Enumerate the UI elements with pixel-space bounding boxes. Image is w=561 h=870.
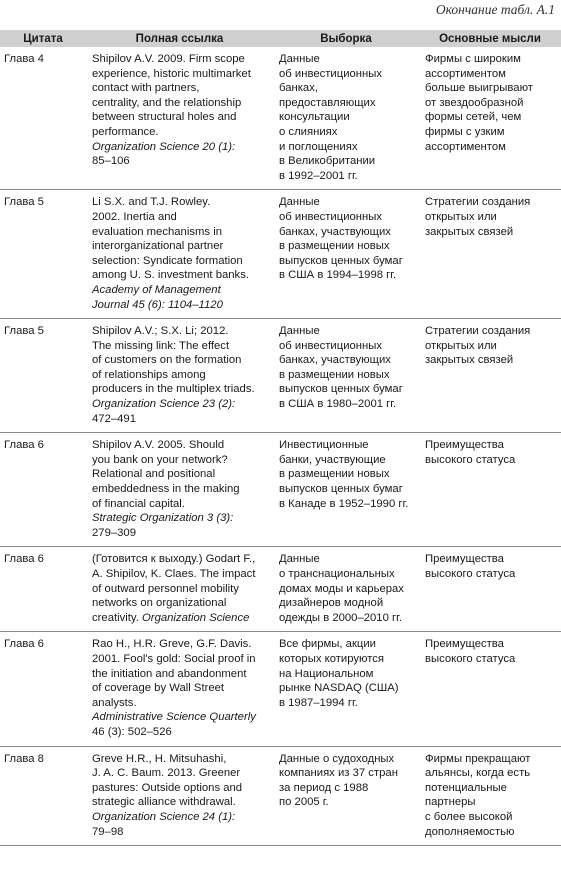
reference-line: performance. xyxy=(92,125,159,138)
sample-line: в размещении новых xyxy=(279,240,390,253)
idea-line: закрытых связей xyxy=(425,225,514,238)
idea-line: дополняемостью xyxy=(425,825,515,838)
reference-cell xyxy=(86,632,273,746)
reference-line: between structural holes and xyxy=(92,111,237,124)
journal-line: Organization Science 23 (2): xyxy=(92,398,236,411)
main-idea-cell xyxy=(419,746,561,846)
citation-cell xyxy=(0,47,86,190)
reference-line: of financial capital. xyxy=(92,497,185,510)
sample-line: банках, участвующих xyxy=(279,354,391,367)
reference-line: interorganizational partner xyxy=(92,240,224,253)
sample-line: о слияниях xyxy=(279,125,338,138)
reference-line: Shipilov A.V.; S.X. Li; 2012. xyxy=(92,325,229,338)
journal-line: Strategic Organization 3 (3): xyxy=(92,512,234,525)
reference-line xyxy=(92,611,269,626)
sample-line: одежды в 2000–2010 гг. xyxy=(279,611,403,624)
idea-line: партнеры xyxy=(425,796,476,809)
reference-line: analysts. xyxy=(92,696,137,709)
idea-line: формы сетей, чем xyxy=(425,111,522,124)
sample-line: Данные xyxy=(279,325,320,338)
reference-line: (Готовится к выходу.) Godart F., xyxy=(92,553,256,566)
sample-line: на Национальном xyxy=(279,667,374,680)
sample-line: Все фирмы, акции xyxy=(279,638,376,651)
idea-line: альянсы, когда есть xyxy=(425,767,531,780)
pages-line: 46 (3): 502–526 xyxy=(92,725,172,738)
reference-line: of customers on the formation xyxy=(92,354,242,367)
reference-line: you bank on your network? xyxy=(92,453,228,466)
idea-line: Стратегии создания xyxy=(425,325,531,338)
reference-line: among U. S. investment banks. xyxy=(92,269,249,282)
data-table xyxy=(0,30,561,846)
citation-cell xyxy=(0,319,86,433)
table-row xyxy=(0,746,561,846)
idea-line: Преимущества xyxy=(425,638,504,651)
sample-cell xyxy=(273,433,419,547)
main-idea-cell xyxy=(419,190,561,319)
main-idea-cell xyxy=(419,319,561,433)
sample-line: об инвестиционных xyxy=(279,67,383,80)
sample-line: которых котируются xyxy=(279,652,385,665)
sample-line: об инвестиционных xyxy=(279,339,383,352)
pages-line: 472–491 xyxy=(92,412,136,425)
reference-cell xyxy=(86,190,273,319)
idea-line: открытых или xyxy=(425,339,497,352)
reference-line: producers in the multiplex triads. xyxy=(92,383,255,396)
sample-line: Данные xyxy=(279,553,320,566)
citation-text: Глава 4 xyxy=(4,53,44,65)
sample-line: в США в 1994–1998 гг. xyxy=(279,269,397,282)
reference-line: experience, historic multimarket xyxy=(92,67,251,80)
reference-cell xyxy=(86,746,273,846)
citation-text: Глава 5 xyxy=(4,325,44,338)
idea-line: от звездообразной xyxy=(425,96,524,109)
idea-line: закрытых связей xyxy=(425,354,514,367)
sample-line: за период с 1988 xyxy=(279,781,369,794)
sample-line: Данные xyxy=(279,53,320,65)
sample-line: Данные о судоходных xyxy=(279,752,395,765)
reference-cell xyxy=(86,433,273,547)
sample-line: в размещении новых xyxy=(279,468,390,481)
sample-line: об инвестиционных xyxy=(279,210,383,223)
sample-line: банках, участвующих xyxy=(279,225,391,238)
table-row xyxy=(0,47,561,190)
idea-line: Фирмы прекращают xyxy=(425,752,531,765)
idea-line: высокого статуса xyxy=(425,568,516,580)
sample-cell xyxy=(273,190,419,319)
reference-line: Greve H.R., H. Mitsuhashi, xyxy=(92,752,227,765)
table-row xyxy=(0,319,561,433)
reference-tail: creativity. xyxy=(92,611,143,624)
sample-line: рынке NASDAQ (США) xyxy=(279,682,399,695)
reference-line: 2002. Inertia and xyxy=(92,210,177,223)
main-idea-cell xyxy=(419,632,561,746)
sample-line: домах моды и карьерах xyxy=(279,582,404,595)
table-header xyxy=(0,30,561,47)
table-row xyxy=(0,190,561,319)
citation-text: Глава 6 xyxy=(4,553,44,566)
reference-line: contact with partners, xyxy=(92,82,200,95)
citation-cell xyxy=(0,547,86,632)
reference-line: selection: Syndicate formation xyxy=(92,254,243,267)
reference-line: networks on organizational xyxy=(92,597,227,610)
main-idea-cell xyxy=(419,547,561,632)
reference-line: Shipilov A.V. 2005. Should xyxy=(92,439,225,452)
idea-line: Преимущества xyxy=(425,553,504,566)
table-caption: Окончание табл. А.1 xyxy=(435,2,555,17)
citation-text: Глава 5 xyxy=(4,196,44,209)
reference-cell xyxy=(86,547,273,632)
citation-cell xyxy=(0,433,86,547)
reference-line: of coverage by Wall Street xyxy=(92,682,225,695)
idea-line: Стратегии создания xyxy=(425,196,531,209)
sample-line: Данные xyxy=(279,196,320,209)
citation-cell xyxy=(0,632,86,746)
sample-line: банки, участвующие xyxy=(279,453,386,466)
reference-line: The missing link: The effect xyxy=(92,339,230,352)
idea-line: открытых или xyxy=(425,210,497,223)
table-body xyxy=(0,47,561,846)
journal-line: Administrative Science Quarterly xyxy=(92,711,256,724)
reference-line: of relationships among xyxy=(92,368,206,381)
sample-line: выпусков ценных бумаг xyxy=(279,254,403,267)
citation-cell xyxy=(0,190,86,319)
reference-cell xyxy=(86,47,273,190)
reference-line: Rao H., H.R. Greve, G.F. Davis. xyxy=(92,638,252,651)
sample-line: выпусков ценных бумаг xyxy=(279,383,403,396)
sample-line: Инвестиционные xyxy=(279,439,369,452)
sample-line: о транснациональных xyxy=(279,568,395,580)
pages-line: 85–106 xyxy=(92,155,130,168)
reference-line: Li S.X. and T.J. Rowley. xyxy=(92,196,211,209)
sample-line: в США в 1980–2001 гг. xyxy=(279,398,397,411)
reference-line: 2001. Fool's gold: Social proof in xyxy=(92,652,256,665)
idea-line: ассортиментом xyxy=(425,67,506,80)
header-sample: Выборка xyxy=(273,30,419,47)
pages-line: 79–98 xyxy=(92,825,124,838)
table-row xyxy=(0,632,561,746)
reference-line: Relational and positional xyxy=(92,468,216,481)
reference-line: of outward personnel mobility xyxy=(92,582,239,595)
sample-line: в Канаде в 1952–1990 гг. xyxy=(279,497,409,510)
journal-line: Journal 45 (6): 1104–1120 xyxy=(92,298,223,311)
sample-line: банках, xyxy=(279,82,318,95)
sample-line: в размещении новых xyxy=(279,368,390,381)
reference-line: A. Shipilov, K. Claes. The impact xyxy=(92,568,256,580)
idea-line: Фирмы с широким xyxy=(425,53,521,65)
idea-line: Преимущества xyxy=(425,439,504,452)
idea-line: высокого статуса xyxy=(425,652,516,665)
sample-cell xyxy=(273,746,419,846)
sample-line: компаниях из 37 стран xyxy=(279,767,398,780)
sample-line: по 2005 г. xyxy=(279,796,329,809)
idea-line: высокого статуса xyxy=(425,453,516,466)
header-full-reference: Полная ссылка xyxy=(86,30,273,47)
reference-line: pastures: Outside options and xyxy=(92,781,243,794)
sample-line: в Великобритании xyxy=(279,155,376,168)
reference-line: Shipilov A.V. 2009. Firm scope xyxy=(92,53,245,65)
sample-line: предоставляющих xyxy=(279,96,376,109)
reference-line: evaluation mechanisms in xyxy=(92,225,222,238)
sample-line: выпусков ценных бумаг xyxy=(279,483,403,496)
citation-text: Глава 6 xyxy=(4,439,44,452)
reference-cell xyxy=(86,319,273,433)
sample-cell xyxy=(273,547,419,632)
reference-line: centrality, and the relationship xyxy=(92,96,242,109)
citation-cell xyxy=(0,746,86,846)
idea-line: фирмы с узким xyxy=(425,125,505,138)
reference-line: the initiation and abandonment xyxy=(92,667,247,680)
journal-line: Organization Science 24 (1): xyxy=(92,810,236,823)
sample-cell xyxy=(273,632,419,746)
sample-line: консультации xyxy=(279,111,350,124)
idea-line: ассортиментом xyxy=(425,140,506,153)
citation-text: Глава 6 xyxy=(4,638,44,651)
idea-line: потенциальные xyxy=(425,781,507,794)
journal-name: Organization Science xyxy=(142,611,250,624)
idea-line: с более высокой xyxy=(425,810,513,823)
sample-line: в 1992–2001 гг. xyxy=(279,169,358,182)
reference-line: J. A. C. Baum. 2013. Greener xyxy=(92,767,241,780)
citation-text: Глава 8 xyxy=(4,752,44,765)
reference-line: embeddedness in the making xyxy=(92,483,240,496)
table-row xyxy=(0,433,561,547)
journal-line: Organization Science 20 (1): xyxy=(92,140,236,153)
pages-line: 279–309 xyxy=(92,526,136,539)
sample-line: в 1987–1994 гг. xyxy=(279,696,358,709)
sample-cell xyxy=(273,319,419,433)
table-row xyxy=(0,547,561,632)
sample-cell xyxy=(273,47,419,190)
header-main-ideas: Основные мысли xyxy=(419,30,561,47)
main-idea-cell xyxy=(419,47,561,190)
sample-line: и поглощениях xyxy=(279,140,358,153)
idea-line: больше выигрывают xyxy=(425,82,533,95)
journal-line: Academy of Management xyxy=(92,283,221,296)
reference-line: strategic alliance withdrawal. xyxy=(92,796,236,809)
sample-line: дизайнеров модной xyxy=(279,597,384,610)
main-idea-cell xyxy=(419,433,561,547)
header-citation: Цитата xyxy=(0,30,86,47)
